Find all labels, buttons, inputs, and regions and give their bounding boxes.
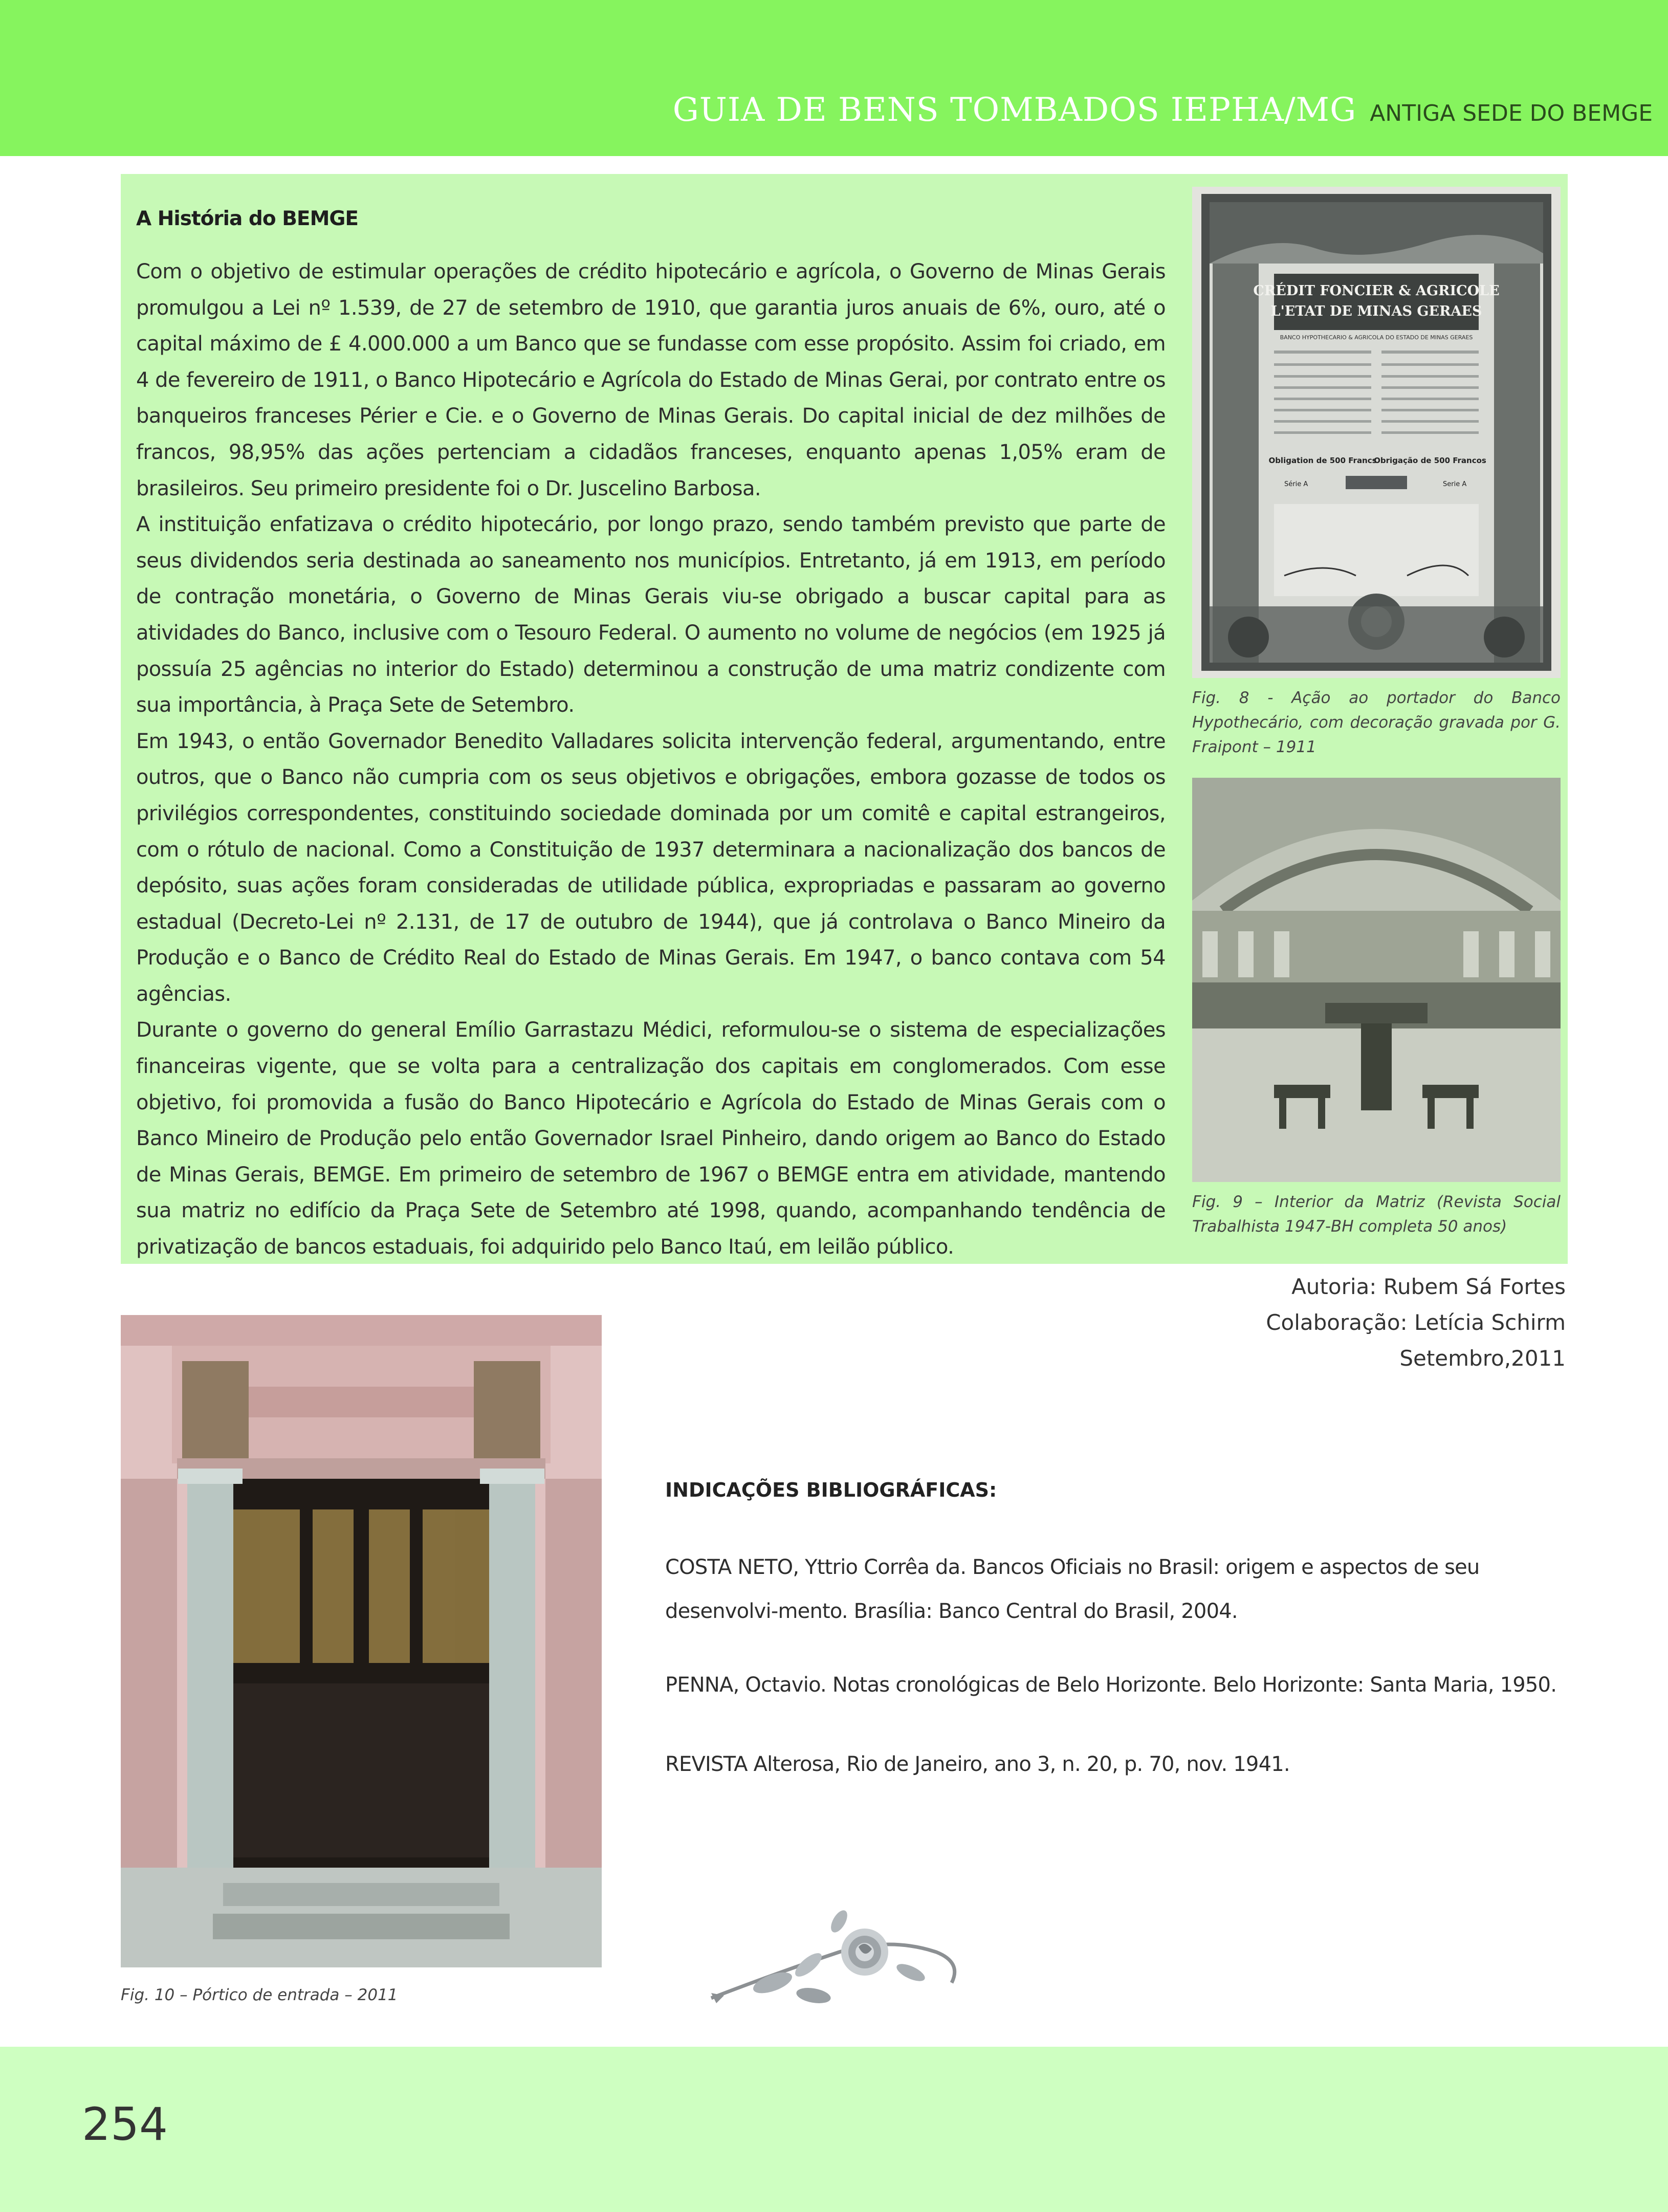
bibliography-heading: INDICAÇÕES BIBLIOGRÁFICAS: xyxy=(665,1479,997,1501)
certificate-subtitle: BANCO HYPOTHECARIO & AGRICOLA DO ESTADO DE MINAS GERAES xyxy=(1280,334,1473,341)
page-number: 254 xyxy=(82,2098,168,2151)
article-paragraph: Com o objetivo de estimular operações de crédito hipotecário e agrícola, o Governo de Minas Gerais promulgou a Lei nº 1.539, de 27 de setembro de 1910, que garantia juros anuais de 6%, ouro, até o capital máximo de £ 4.000.000 a um Banco que se fundasse com esse propósito. Assim foi criado, em 4 de fevereiro de 1911, o Banco Hipotecário e Agrícola do Estado de Minas Gerai, por contrato entre os banqueiros franceses Périer e Cie. e o Governo de Minas Gerais. Do capital inicial de dez milhões de francos, 98,95% das ações pertenciam a cidadãos franceses, enquanto apenas 1,05% eram de brasileiros. Seu primeiro presidente foi o Dr. Juscelino Barbosa. xyxy=(136,260,1166,500)
fig10-caption: Fig. 10 – Pórtico de entrada – 2011 xyxy=(121,1986,398,2004)
bibliography-entry: COSTA NETO, Yttrio Corrêa da. Bancos Oficiais no Brasil: origem e aspectos de seu desenvolvi-mento. Brasília: Banco Central do Brasil, 2004. xyxy=(665,1556,1480,1623)
credits-date: Setembro,2011 xyxy=(1399,1346,1566,1371)
certificate-title-2: L'ETAT DE MINAS GERAES xyxy=(1270,303,1482,319)
section-title: ANTIGA SEDE DO BEMGE xyxy=(1370,100,1653,126)
article-paragraph: Durante o governo do general Emílio Garrastazu Médici, reformulou-se o sistema de especializações financeiras vigente, que se volta para a centralização dos capitais em conglomerados. Com esse objetivo, foi promovida a fusão do Banco Hipotecário e Agrícola do Estado de Minas Gerais com o Banco Mineiro de Produção pelo então Governador Israel Pinheiro, dando origem ao Banco do Estado de Minas Gerais, BEMGE. Em primeiro de setembro de 1967 o BEMGE entra em atividade, mantendo sua matriz no edifício da Praça Sete de Setembro até 1998, quando, acompanhando tendência de privatização de bancos estaduais, foi adquirido pelo Banco Itaú, em leilão público. xyxy=(136,1018,1166,1259)
credits-collaboration: Colaboração: Letícia Schirm xyxy=(1266,1310,1566,1335)
fig8-caption: Fig. 8 - Ação ao portador do Banco Hypothecário, com decoração gravada por G. Fraipont – 1911 xyxy=(1192,689,1561,756)
header-title xyxy=(660,91,1653,137)
bibliography-entry: REVISTA Alterosa, Rio de Janeiro, ano 3, n. 20, p. 70, nov. 1941. xyxy=(665,1753,1290,1776)
fig9-caption: Fig. 9 – Interior da Matriz (Revista Social Trabalhista 1947-BH completa 50 anos) xyxy=(1192,1193,1561,1236)
page-footer xyxy=(0,2047,1668,2212)
certificate-serie-left: Série A xyxy=(1284,480,1308,488)
certificate-serie-right: Serie A xyxy=(1443,480,1467,488)
fig9-interior-photo xyxy=(1192,778,1561,1182)
certificate-title-1: CRÉDIT FONCIER & AGRICOLE xyxy=(1253,283,1500,299)
article-paragraph: Em 1943, o então Governador Benedito Valladares solicita intervenção federal, argumentando, entre outros, que o Banco não cumpria com os seus objetivos e obrigações, embora gozasse de todos os privilégios correspondentes, constituindo sociedade dominada por um comitê e capital estrangeiros, com o rótulo de nacional. Como a Constituição de 1937 determinara a nacionalização dos bancos de depósito, suas ações foram consideradas de utilidade pública, expropriadas e passaram ao governo estadual (Decreto-Lei nº 2.131, de 17 de outubro de 1944), que já controlava o Banco Mineiro da Produção e o Banco de Crédito Real do Estado de Minas Gerais. Em 1947, o banco contava com 54 agências. xyxy=(136,729,1166,1006)
certificate-right-label: Obrigação de 500 Francos xyxy=(1374,456,1486,465)
guide-title: GUIA DE BENS TOMBADOS IEPHA/MG xyxy=(672,91,1357,129)
article-paragraph: A instituição enfatizava o crédito hipotecário, por longo prazo, sendo também previsto que parte de seus dividendos seria destinada ao saneamento nos municípios. Entretanto, já em 1913, em período de contração monetária, o Governo de Minas Gerais viu-se obrigado a buscar capital para as atividades do Banco, inclusive com o Tesouro Federal. O aumento no volume de negócios (em 1925 já possuía 25 agências no interior do Estado) determinou a construção de uma matriz condizente com sua importância, à Praça Sete de Setembro. xyxy=(136,513,1166,717)
fig10-portico-photo xyxy=(121,1315,602,1967)
rose-ornament-icon xyxy=(696,1896,982,2019)
page-header xyxy=(0,0,1668,156)
credits-author: Autoria: Rubem Sá Fortes xyxy=(1291,1274,1566,1299)
article-body xyxy=(136,207,1166,1259)
credits-block xyxy=(1100,1269,1566,1376)
fig8-share-certificate-image xyxy=(1192,187,1561,678)
article-heading: A História do BEMGE xyxy=(136,207,359,230)
certificate-left-label: Obligation de 500 Francs xyxy=(1268,456,1377,465)
bibliography-entry: PENNA, Octavio. Notas cronológicas de Belo Horizonte. Belo Horizonte: Santa Maria, 1950. xyxy=(665,1673,1557,1697)
